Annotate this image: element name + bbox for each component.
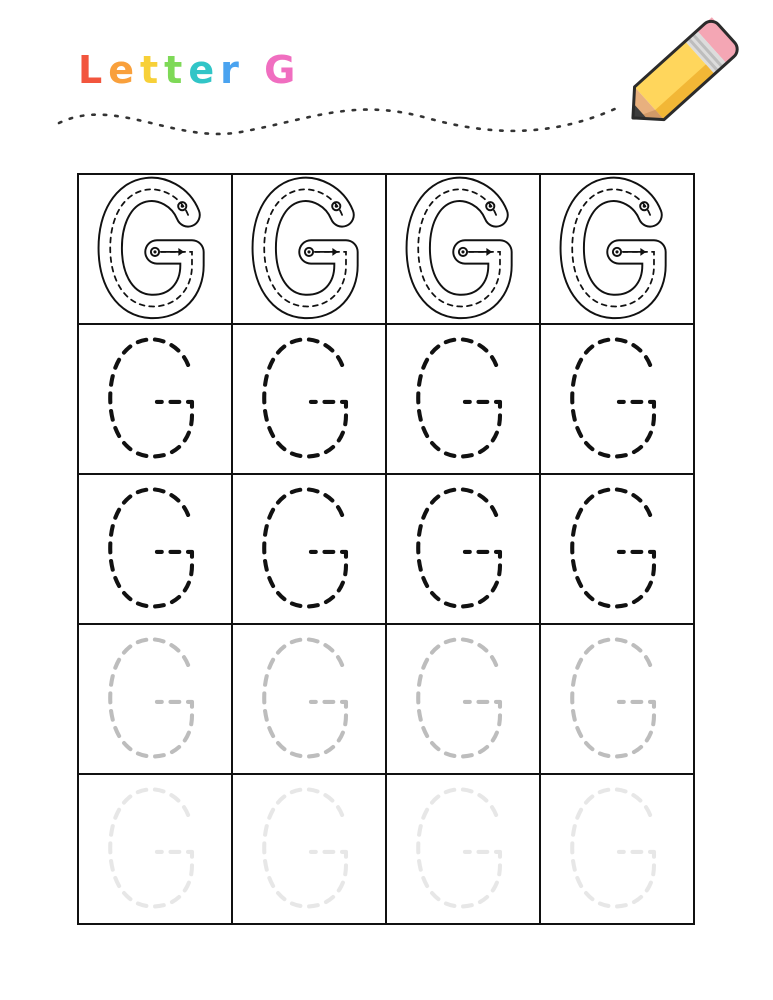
title-letter-5: r bbox=[220, 48, 245, 92]
title-letter-2: t bbox=[140, 48, 165, 92]
letter-dashed-outline bbox=[264, 639, 346, 756]
letter-glyph-G bbox=[404, 476, 522, 622]
tracing-cell-r2-c2[interactable] bbox=[233, 325, 387, 475]
letter-dashed-outline bbox=[418, 339, 500, 456]
stroke-start-dot-core bbox=[181, 205, 184, 208]
title-letter-7: G bbox=[264, 48, 302, 92]
title-letter-1: e bbox=[108, 48, 140, 92]
tracing-cell-r1-c1[interactable] bbox=[79, 175, 233, 325]
letter-dashed-outline bbox=[264, 789, 346, 906]
letter-glyph-G bbox=[404, 626, 522, 772]
tracing-cell-r4-c1[interactable] bbox=[79, 625, 233, 775]
tracing-cell-r2-c1[interactable] bbox=[79, 325, 233, 475]
tracing-cell-r3-c3[interactable] bbox=[387, 475, 541, 625]
letter-glyph-G bbox=[250, 626, 368, 772]
letter-dashed-outline bbox=[418, 789, 500, 906]
tracing-cell-r3-c1[interactable] bbox=[79, 475, 233, 625]
letter-glyph-G bbox=[96, 776, 214, 922]
tracing-cell-r1-c3[interactable] bbox=[387, 175, 541, 325]
dashed-wave-divider bbox=[55, 100, 625, 146]
letter-glyph-G bbox=[558, 626, 676, 772]
tracing-cell-r4-c2[interactable] bbox=[233, 625, 387, 775]
stroke-start-dot-core bbox=[489, 205, 492, 208]
letter-glyph-G bbox=[96, 176, 214, 322]
tracing-cell-r4-c4[interactable] bbox=[541, 625, 695, 775]
letter-dashed-outline bbox=[572, 489, 654, 606]
title-letter-4: e bbox=[188, 48, 221, 92]
tracing-cell-r1-c2[interactable] bbox=[233, 175, 387, 325]
tracing-cell-r5-c1[interactable] bbox=[79, 775, 233, 925]
stroke-start-dot-core bbox=[335, 205, 338, 208]
letter-glyph-G bbox=[96, 476, 214, 622]
letter-glyph-G bbox=[558, 476, 676, 622]
title-letter-0: L bbox=[78, 48, 109, 92]
tracing-cell-r5-c4[interactable] bbox=[541, 775, 695, 925]
letter-dashed-outline bbox=[110, 489, 192, 606]
letter-dashed-outline bbox=[264, 489, 346, 606]
tracing-cell-r5-c2[interactable] bbox=[233, 775, 387, 925]
letter-glyph-G bbox=[404, 776, 522, 922]
letter-dashed-outline bbox=[418, 639, 500, 756]
letter-glyph-G bbox=[250, 326, 368, 472]
tracing-cell-r1-c4[interactable] bbox=[541, 175, 695, 325]
letter-dashed-outline bbox=[572, 639, 654, 756]
letter-glyph-G bbox=[558, 326, 676, 472]
tracing-cell-r2-c4[interactable] bbox=[541, 325, 695, 475]
letter-glyph-G bbox=[404, 176, 522, 322]
letter-dashed-outline bbox=[110, 639, 192, 756]
tracing-grid bbox=[77, 173, 695, 925]
letter-glyph-G bbox=[558, 776, 676, 922]
title-letter-3: t bbox=[164, 48, 189, 92]
stroke-start-dot-core bbox=[643, 205, 646, 208]
page-title bbox=[78, 48, 301, 92]
letter-dashed-outline bbox=[264, 339, 346, 456]
letter-glyph-G bbox=[250, 776, 368, 922]
letter-glyph-G bbox=[558, 176, 676, 322]
tracing-cell-r2-c3[interactable] bbox=[387, 325, 541, 475]
tracing-cell-r3-c4[interactable] bbox=[541, 475, 695, 625]
letter-dashed-outline bbox=[110, 789, 192, 906]
letter-glyph-G bbox=[250, 476, 368, 622]
letter-dashed-outline bbox=[572, 789, 654, 906]
tracing-cell-r5-c3[interactable] bbox=[387, 775, 541, 925]
letter-dashed-outline bbox=[572, 339, 654, 456]
pencil-icon bbox=[585, 2, 765, 142]
letter-dashed-outline bbox=[418, 489, 500, 606]
letter-glyph-G bbox=[404, 326, 522, 472]
letter-dashed-outline bbox=[110, 339, 192, 456]
letter-glyph-G bbox=[250, 176, 368, 322]
tracing-cell-r3-c2[interactable] bbox=[233, 475, 387, 625]
letter-glyph-G bbox=[96, 326, 214, 472]
letter-glyph-G bbox=[96, 626, 214, 772]
tracing-cell-r4-c3[interactable] bbox=[387, 625, 541, 775]
title-letter-6 bbox=[245, 48, 264, 92]
